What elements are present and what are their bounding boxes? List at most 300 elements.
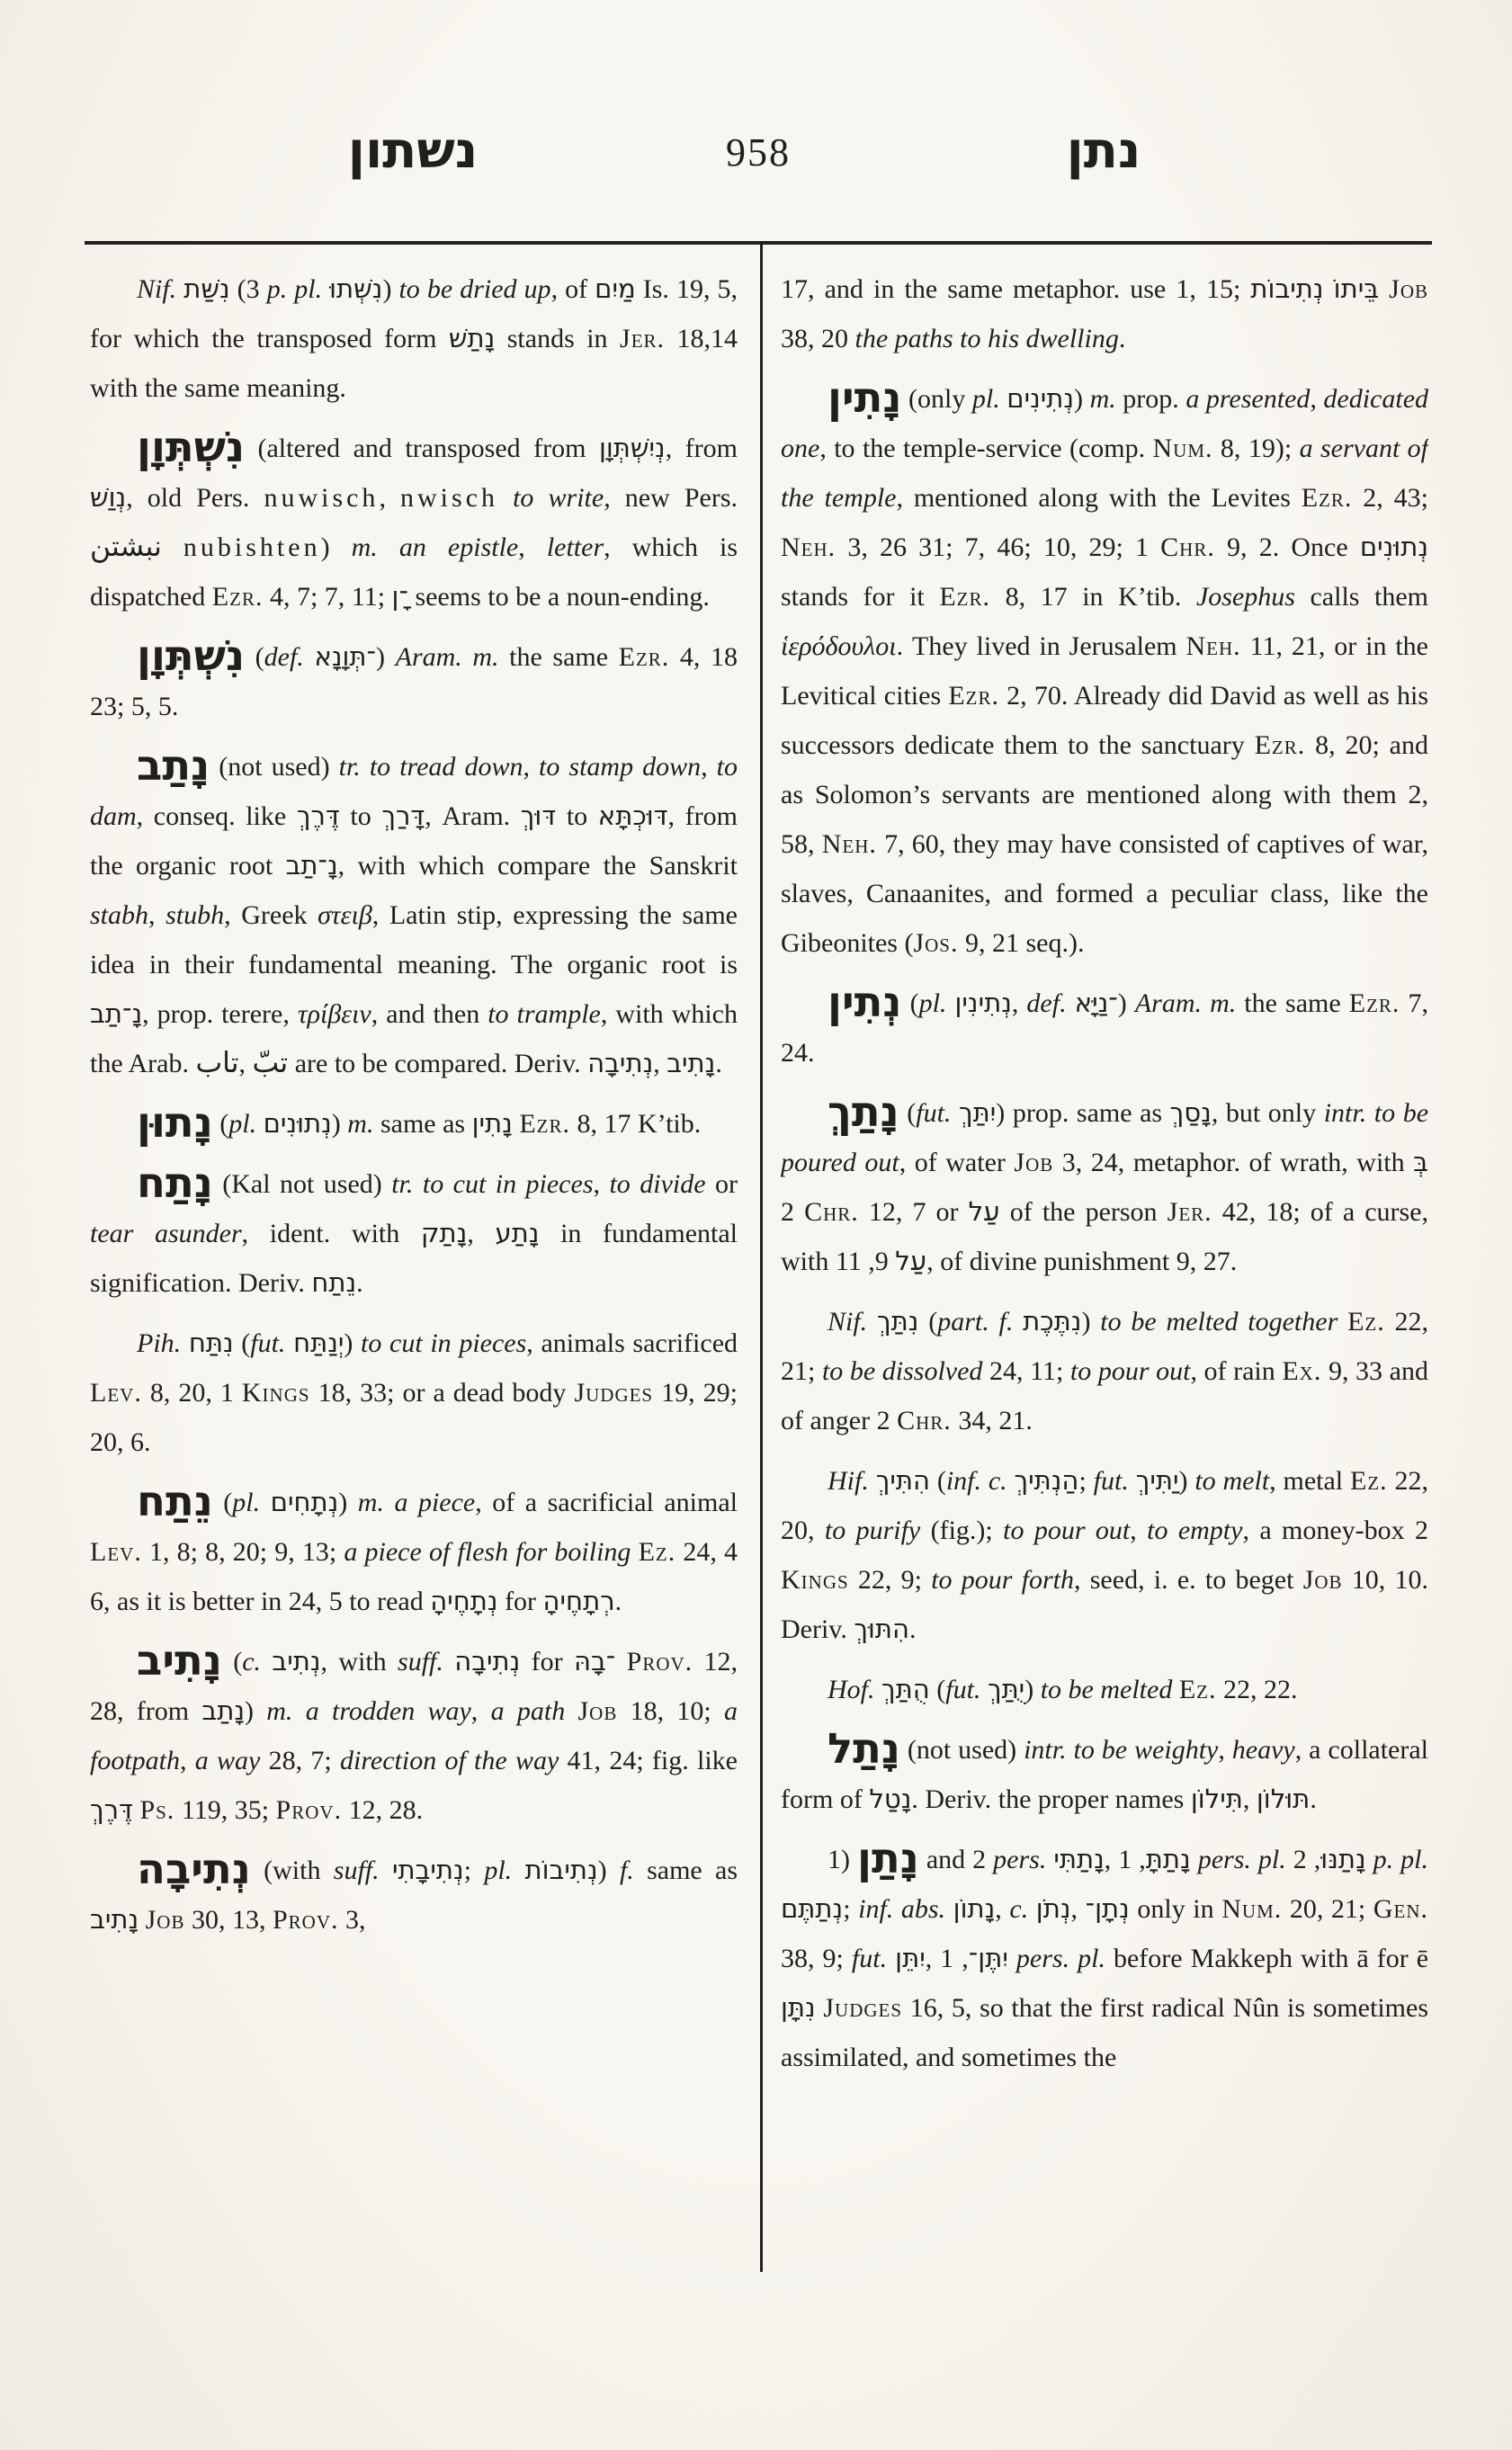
text-run <box>1013 1307 1023 1337</box>
hebrew-word: נָתַע <box>495 1218 540 1248</box>
text-run: 42, 18; of a curse, with <box>781 1197 1428 1276</box>
pihel-paragraph-nathach <box>90 1319 738 1467</box>
text-run <box>951 1098 959 1128</box>
page-number: 958 <box>726 130 791 174</box>
text-run: 4, 18 23; 5, 5. <box>90 642 738 721</box>
italic-text-run: to melt <box>1194 1466 1270 1496</box>
text-run <box>565 1696 577 1726</box>
text-run <box>980 1675 988 1704</box>
italic-text-run: fut. <box>945 1675 981 1704</box>
text-run <box>875 1675 882 1704</box>
text-run: ( <box>212 1488 233 1517</box>
text-run <box>260 1488 271 1517</box>
text-run: ( <box>245 642 264 672</box>
italic-text-run: Nif. <box>828 1307 868 1337</box>
text-run: before Makkeph with ā for ē <box>1105 1944 1428 1973</box>
text-run <box>1338 1307 1347 1337</box>
hebrew-word: נָתִיב <box>667 1048 716 1078</box>
hebrew-word: נִתָּן <box>781 1992 816 2023</box>
italic-text-run: c. <box>242 1647 262 1677</box>
hebrew-word: יִתַּךְ <box>959 1097 997 1128</box>
hebrew-word: נָתַשׁ <box>448 323 496 353</box>
entry-nishtevan-aramaic <box>90 632 738 731</box>
text-run: the same <box>498 642 619 672</box>
italic-text-run: pl. <box>918 988 947 1018</box>
hebrew-word: רְתָחֶיהָ <box>542 1586 615 1616</box>
continuation-nethibah <box>781 264 1428 363</box>
italic-text-run: a way <box>194 1746 261 1775</box>
reference-abbreviation: Num. <box>1152 434 1213 463</box>
text-run: for <box>497 1587 543 1616</box>
text-run: 16, 5, so that the first radical Nûn is sometimes assimilated, and sometimes the <box>781 1993 1428 2072</box>
entry-nathal <box>781 1725 1428 1824</box>
italic-text-run: to be dissolved <box>821 1356 983 1386</box>
italic-text-run: to pour forth <box>931 1565 1075 1595</box>
text-run: , to the temple-service (comp. <box>819 434 1153 463</box>
text-run: 8, 17 K’tib. <box>569 1109 702 1139</box>
hebrew-word: נְוַשׁ <box>90 482 127 513</box>
hebrew-word: נָתַק <box>420 1218 468 1248</box>
reference-abbreviation: Job <box>577 1696 618 1726</box>
reference-abbreviation: Prov. <box>272 1905 339 1935</box>
reference-abbreviation: Ezr. <box>939 582 991 612</box>
entry-nethibah <box>90 1846 738 1945</box>
text-run: , with which the Arab. <box>90 999 738 1078</box>
reference-abbreviation: Ezr. <box>519 1109 570 1139</box>
text-run: 8, 20, 1 <box>141 1378 242 1408</box>
text-run: 17, and in the same metaphor. use 1, 15; <box>781 274 1251 304</box>
entry-nathab <box>90 742 738 1088</box>
text-run <box>322 274 329 304</box>
hebrew-headword: נָתַךְ <box>828 1087 899 1136</box>
text-run: . <box>356 1268 363 1298</box>
text-run: ) <box>382 274 399 304</box>
hebrew-headword: נְתִיבָה <box>137 1845 251 1893</box>
text-run: , which is dispatched <box>90 532 738 612</box>
hebrew-word: נָטַל <box>869 1784 912 1814</box>
italic-text-run: tr. to cut in pieces <box>391 1169 594 1199</box>
reference-abbreviation: Ezr. <box>948 681 999 711</box>
reference-abbreviation: Chr. <box>804 1197 859 1227</box>
italic-text-run: m. <box>347 1109 374 1139</box>
text-run <box>869 1466 876 1496</box>
text-run: , 2 <box>1293 1845 1373 1874</box>
text-run: 38, 9; <box>781 1944 852 1973</box>
hebrew-word: נָתַתִּי <box>1053 1844 1105 1874</box>
hebrew-word: נָסַךְ <box>1169 1097 1212 1128</box>
text-run: 12, 28, from <box>90 1647 738 1726</box>
text-run <box>256 1109 264 1139</box>
italic-text-run: inf. c. <box>945 1466 1007 1496</box>
italic-text-run: a trodden way <box>305 1696 471 1726</box>
text-run <box>162 532 183 562</box>
text-run: , ident. with <box>241 1219 421 1248</box>
reference-abbreviation: Ezr. <box>1348 988 1400 1018</box>
text-run <box>378 532 399 562</box>
text-run: , <box>1130 1516 1148 1545</box>
hebrew-headword: נָתַל <box>828 1724 900 1773</box>
greek-word: τρίβειν <box>297 999 371 1029</box>
text-run: 8, 20; and as Solomon’s servants are mentioned along with them 2, 58, <box>781 730 1428 859</box>
text-run: of the person <box>999 1197 1168 1227</box>
text-run <box>1379 274 1389 304</box>
greek-word: ἱερόδουλοι <box>781 631 897 661</box>
hebrew-word: נְתָחֶיהָ <box>430 1586 498 1616</box>
text-run: 18, 33; or a dead body <box>309 1378 575 1408</box>
text-run: , from <box>665 434 738 463</box>
italic-text-run: a piece of flesh for boiling <box>344 1537 631 1567</box>
text-run: to <box>339 801 382 831</box>
text-run: ) <box>331 1109 348 1139</box>
italic-text-run: to be poured out <box>781 1098 1428 1177</box>
text-run: , <box>1218 1735 1232 1765</box>
text-run: ( <box>221 1647 243 1677</box>
text-run: prop. <box>1115 384 1186 414</box>
text-run: , <box>701 752 717 782</box>
text-run: ( <box>233 1328 251 1358</box>
italic-text-run: p. pl. <box>1373 1845 1428 1874</box>
text-run: ( <box>901 988 919 1018</box>
entry-nathin <box>781 374 1428 968</box>
text-run: . They lived in Jerusalem <box>896 631 1186 661</box>
italic-text-run: Aram. m. <box>395 642 499 672</box>
italic-text-run: to cut in pieces <box>361 1328 527 1358</box>
italic-text-run: Josephus <box>1195 582 1295 612</box>
reference-abbreviation: Job <box>1389 274 1428 304</box>
text-run: 9, 11, of divine punishment 9, 27. <box>835 1247 1238 1276</box>
italic-text-run: Hof. <box>828 1675 875 1704</box>
text-run: . <box>909 1614 917 1644</box>
hebrew-word: עַל <box>968 1196 1000 1227</box>
running-head-left: נשתון <box>347 121 479 180</box>
text-run: , with which compare the Sanskrit <box>337 851 738 881</box>
hebrew-word: נְתִיב <box>272 1646 321 1677</box>
reference-abbreviation: Chr. <box>1160 532 1215 562</box>
reference-abbreviation: Prov. <box>626 1647 693 1677</box>
text-run <box>292 1696 305 1726</box>
text-run: 11, 21, or in the Levitical cities <box>781 631 1428 711</box>
text-run: (Kal not used) <box>212 1169 392 1199</box>
reference-abbreviation: Job <box>145 1905 185 1935</box>
text-run: 3, 26 31; 7, 46; 10, 29; 1 <box>836 532 1161 562</box>
reference-abbreviation: Ez. <box>1178 1675 1217 1704</box>
hebrew-word: נִתַּךְ <box>877 1306 919 1337</box>
hebrew-word: יֻתַּךְ <box>987 1674 1025 1704</box>
reference-abbreviation: Jer. <box>620 324 666 353</box>
italic-text-run: intr. <box>1024 1735 1067 1765</box>
italic-text-run: def. <box>1026 988 1067 1018</box>
italic-text-run: to be melted <box>1040 1675 1173 1704</box>
hebrew-word: ־נַיָּא <box>1074 988 1118 1018</box>
text-run: 22, 22. <box>1216 1675 1298 1704</box>
text-run <box>887 1944 895 1973</box>
text-run: 28, 7; <box>260 1746 340 1775</box>
hebrew-word: נְתָן־ <box>1085 1893 1130 1924</box>
italic-text-run: the paths to his dwelling <box>854 324 1119 353</box>
transliteration: nuwisch <box>264 483 380 513</box>
text-run: , seed, i. e. to beget <box>1074 1565 1303 1595</box>
arabic-word: نبشتن <box>90 531 162 563</box>
text-run: 19, 29; 20, 6. <box>90 1378 738 1457</box>
reference-abbreviation: Jer. <box>1167 1197 1212 1227</box>
italic-text-run: stabh <box>90 900 149 930</box>
hebrew-word: יְנַתַּח <box>293 1328 344 1358</box>
text-run: , of a sacrificial animal <box>475 1488 738 1517</box>
transliteration: nwisch <box>400 483 499 513</box>
hebrew-word: נְתִינִין <box>954 988 1012 1018</box>
text-run: . <box>715 1049 722 1078</box>
italic-text-run: to purify <box>824 1516 921 1545</box>
text-run: 8, 19); <box>1212 434 1300 463</box>
text-run <box>615 1647 626 1677</box>
text-run <box>512 1855 524 1885</box>
hebrew-word: נָ־תַב <box>90 998 143 1029</box>
reference-abbreviation: Lev. <box>90 1537 142 1567</box>
italic-text-run: stubh <box>166 900 225 930</box>
text-run <box>443 1647 454 1677</box>
text-run: . <box>1310 1784 1317 1814</box>
text-run <box>1067 988 1075 1018</box>
text-run: 34, 21. <box>951 1406 1033 1435</box>
text-run: 24, 4 6, as it is better in 24, 5 to read <box>90 1537 738 1616</box>
text-run: (3 <box>229 274 267 304</box>
text-run <box>631 1537 638 1567</box>
text-run: in fundamental signification. Deriv. <box>90 1219 738 1298</box>
niphal-paragraph-nathak <box>781 1297 1428 1445</box>
reference-abbreviation: Ps. <box>139 1795 175 1825</box>
text-run: ( <box>212 1109 229 1139</box>
hebrew-word: ־ָן <box>391 581 408 612</box>
hebrew-word: ־תְּוָנָא <box>314 641 377 672</box>
text-run: 9, 21 seq.). <box>958 928 1085 958</box>
italic-text-run: to write <box>513 483 604 513</box>
reference-abbreviation: Ez. <box>1350 1466 1388 1496</box>
text-run <box>304 642 315 672</box>
text-run: , <box>148 900 166 930</box>
text-run: 24, 11; <box>982 1356 1070 1386</box>
hebrew-word: תִּילוֹן <box>1190 1784 1243 1814</box>
hebrew-word: דָּרַךְ <box>381 800 425 831</box>
text-run: , 1 <box>1118 1845 1198 1874</box>
italic-text-run: a footpath <box>90 1696 738 1775</box>
text-run: , <box>379 483 401 513</box>
text-run: or <box>705 1169 738 1199</box>
hebrew-headword: נָתוּן <box>137 1098 213 1147</box>
text-run: ) <box>338 1488 358 1517</box>
text-run <box>1129 1466 1136 1496</box>
italic-text-run: a path <box>490 1696 566 1726</box>
text-run: . Deriv. the proper names <box>911 1784 1191 1814</box>
text-run: ,‎ <box>1242 1784 1257 1814</box>
hebrew-word: נְתֹן <box>1035 1893 1071 1924</box>
text-run: 10, 10. Deriv. <box>781 1565 1428 1644</box>
text-run: 7, 24. <box>781 988 1428 1068</box>
hophal-paragraph-nathak <box>781 1665 1428 1714</box>
text-run: . <box>1118 324 1126 353</box>
italic-text-run: pl. <box>484 1855 513 1885</box>
text-run: (1 and 2 <box>828 1845 994 1874</box>
right-column <box>781 264 1428 2333</box>
italic-text-run: p. pl. <box>266 274 323 304</box>
text-run: , new Pers. <box>604 483 738 513</box>
text-run: ) <box>320 532 352 562</box>
text-run: ( <box>899 1098 917 1128</box>
italic-text-run: pl. <box>232 1488 261 1517</box>
italic-text-run: part. f. <box>937 1307 1014 1337</box>
text-run: are to be compared. Deriv. <box>288 1049 588 1078</box>
reference-abbreviation: Judges <box>823 1993 903 2023</box>
text-run: 18,14 with the same meaning. <box>90 324 738 403</box>
text-run: 3, <box>338 1905 366 1935</box>
text-run: ( <box>929 1466 946 1496</box>
text-run: ) <box>376 642 396 672</box>
text-run <box>498 483 513 513</box>
hebrew-word: הַנְתִּיךְ <box>1014 1465 1079 1496</box>
text-run: the same <box>1236 988 1349 1018</box>
entry-nethin-aramaic <box>781 979 1428 1077</box>
entry-nathan <box>781 1835 1428 2082</box>
reference-abbreviation: Num. <box>1221 1894 1283 1924</box>
hebrew-word: נְיִשְׁתְּוָן <box>598 433 666 463</box>
text-run: ) <box>344 1328 362 1358</box>
text-run: , prop. terere, <box>142 999 298 1029</box>
text-run: ) prop. same as <box>996 1098 1170 1128</box>
text-run: ; <box>843 1894 859 1924</box>
hebrew-word: נְתוּנִים <box>263 1108 332 1139</box>
arabic-word: تاب <box>195 1047 239 1079</box>
text-run: 2, 70. Already did David as well as his successors dedicate them to the sanctuary <box>781 681 1428 760</box>
text-run <box>285 1328 293 1358</box>
italic-text-run: pers. pl. <box>1197 1845 1286 1874</box>
italic-text-run: Pih. <box>137 1328 182 1358</box>
text-run: 2 <box>781 1197 805 1227</box>
text-run: 8, 17 in K’tib. <box>990 582 1196 612</box>
hebrew-word: נְתָחִים <box>270 1487 339 1517</box>
reference-abbreviation: Ez. <box>1347 1307 1385 1337</box>
text-run <box>945 1894 953 1924</box>
hebrew-word: דֶּרֶךְ <box>90 1794 133 1825</box>
entry-nathib <box>90 1637 738 1835</box>
text-run: ) <box>1117 988 1135 1018</box>
text-run: , <box>995 1894 1010 1924</box>
text-run: 9, 2. Once <box>1214 532 1360 562</box>
hebrew-word: נְתִיבָה <box>587 1048 654 1078</box>
text-run: , and then <box>371 999 488 1029</box>
hebrew-word: נְתִיבוֹת <box>524 1855 598 1885</box>
text-run: ) <box>1074 384 1090 414</box>
reference-abbreviation: Neh. <box>781 532 837 562</box>
italic-text-run: to be melted together <box>1100 1307 1338 1337</box>
hebrew-word: נָתִיב <box>90 1904 139 1935</box>
text-run <box>1067 1735 1074 1765</box>
text-run: 30, 13, <box>184 1905 273 1935</box>
hebrew-word: נְתוּנִים <box>1359 532 1428 562</box>
italic-text-run: direction of the way <box>340 1746 559 1775</box>
page-header <box>85 106 1432 205</box>
text-run: (with <box>250 1855 334 1885</box>
reference-abbreviation: Jos. <box>913 928 959 958</box>
italic-text-run: tr. to tread down <box>338 752 523 782</box>
hebrew-headword: נִשְׁתְּוָן <box>137 631 246 680</box>
italic-text-run: def. <box>264 642 304 672</box>
text-run: , <box>518 532 547 562</box>
text-run: ( <box>918 1307 938 1337</box>
italic-text-run: fut. <box>250 1328 286 1358</box>
text-run: ,‎ <box>467 1219 496 1248</box>
reference-abbreviation: Ez. <box>638 1537 676 1567</box>
italic-text-run: to be dried up <box>398 274 551 304</box>
hebrew-word: יִתֵּן <box>895 1943 926 1973</box>
text-run: , Latin stip, expressing the same idea in their fundamental meaning. The organic root is <box>90 900 738 979</box>
italic-text-run: m. a piece <box>357 1488 476 1517</box>
arabic-word: تبّ <box>252 1047 289 1079</box>
text-run: ; <box>1078 1466 1094 1496</box>
reference-abbreviation: Job <box>1014 1148 1054 1177</box>
text-run: 2, 43; <box>1352 483 1428 513</box>
text-run <box>261 1647 272 1677</box>
reference-abbreviation: Lev. <box>90 1378 142 1408</box>
text-run: , from the organic root <box>90 801 738 881</box>
hebrew-headword: נָתִין <box>828 373 902 422</box>
hebrew-word: יַתִּיךְ <box>1135 1465 1179 1496</box>
hebrew-headword: נָתַח <box>137 1158 213 1207</box>
left-column <box>90 264 738 2333</box>
italic-text-run: tear asunder <box>90 1219 242 1248</box>
text-run: 22, 21; <box>781 1307 1428 1386</box>
italic-text-run: pl. <box>228 1109 257 1139</box>
text-run: , Aram. <box>425 801 521 831</box>
text-run: , metal <box>1269 1466 1350 1496</box>
greek-word: στειβ <box>318 900 372 930</box>
niphal-paragraph-nashath <box>90 264 738 413</box>
text-run: , <box>523 752 540 782</box>
entry-nathach <box>90 1159 738 1308</box>
text-run: ( <box>929 1675 946 1704</box>
hebrew-word: דּוּכְתָּא <box>597 800 668 831</box>
text-run: , a collateral form of <box>781 1735 1428 1814</box>
italic-text-run: c. <box>1009 1894 1029 1924</box>
text-run: ,‎ <box>925 1944 941 1973</box>
hebrew-headword: נֵתַח <box>137 1477 213 1525</box>
reference-abbreviation: Neh. <box>821 829 877 859</box>
hebrew-word: הֻתַּךְ <box>881 1674 930 1704</box>
italic-text-run: pers. <box>993 1845 1047 1874</box>
italic-text-run: m. <box>266 1696 293 1726</box>
italic-text-run: letter <box>546 532 604 562</box>
text-run: ) <box>244 1696 267 1726</box>
hebrew-word: נְתִיבָתִי <box>391 1855 464 1885</box>
text-run: 41, 24; fig. like <box>559 1746 738 1775</box>
text-run <box>1286 1845 1293 1874</box>
hebrew-word: נָתַנּוּ <box>1320 1844 1366 1874</box>
text-run: , of water <box>899 1148 1015 1177</box>
text-run: 9, 33 and of anger 2 <box>781 1356 1428 1435</box>
italic-text-run: pers. pl. <box>1015 1944 1105 1973</box>
text-run <box>1007 1466 1015 1496</box>
reference-abbreviation: Ezr. <box>1301 483 1353 513</box>
reference-abbreviation: Ezr. <box>211 582 264 612</box>
text-run: stands in <box>495 324 621 353</box>
entry-nethach <box>90 1478 738 1626</box>
running-head-right: נתן <box>1066 121 1141 180</box>
italic-text-run: intr. <box>1323 1098 1367 1128</box>
text-run <box>139 1905 146 1935</box>
italic-text-run: to pour out <box>1069 1356 1191 1386</box>
text-run: , Greek <box>224 900 318 930</box>
italic-text-run: Nif. <box>137 274 177 304</box>
italic-text-run: to trample <box>488 999 601 1029</box>
hebrew-word: נָתַתָּ <box>1145 1844 1191 1874</box>
